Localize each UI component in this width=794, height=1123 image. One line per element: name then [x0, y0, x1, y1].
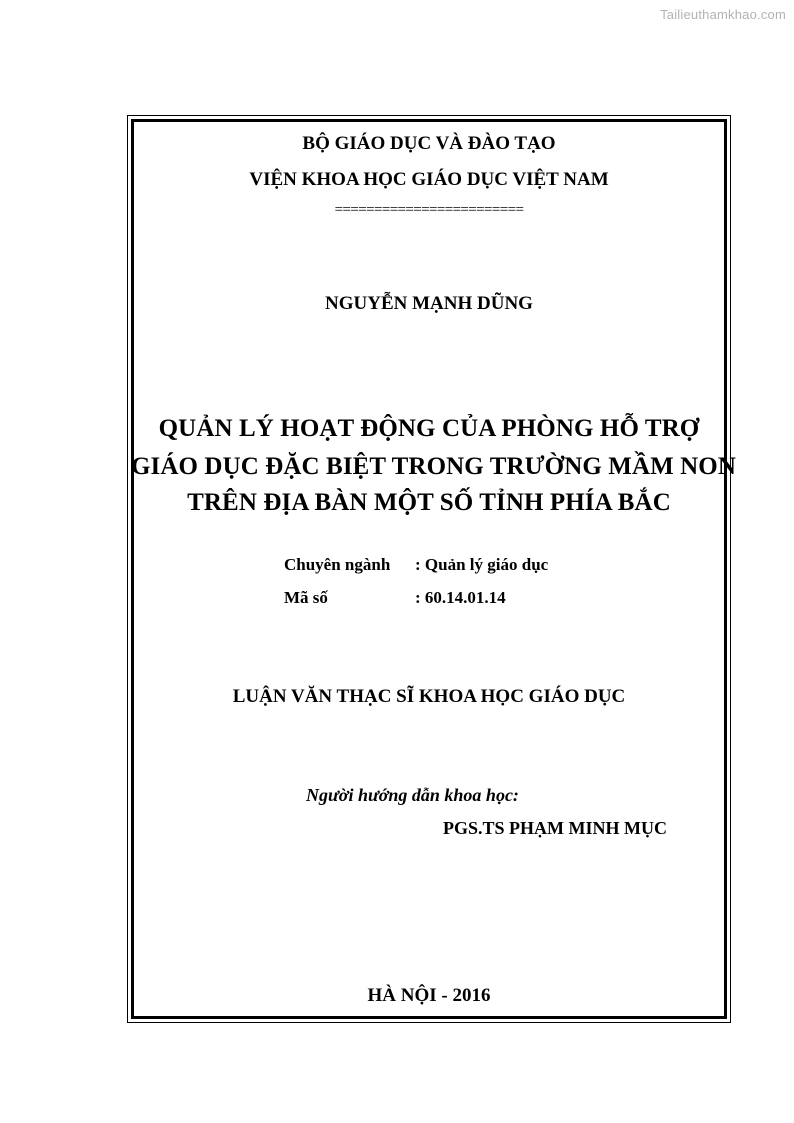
institute-name: VIỆN KHOA HỌC GIÁO DỤC VIỆT NAM [249, 169, 609, 190]
thesis-title-line-3: TRÊN ĐỊA BÀN MỘT SỐ TỈNH PHÍA BẮC [187, 489, 671, 516]
degree-type: LUẬN VĂN THẠC SĨ KHOA HỌC GIÁO DỤC [232, 686, 626, 707]
author-name: NGUYỄN MẠNH DŨNG [325, 293, 533, 314]
code-label: Mã số [284, 588, 328, 607]
ministry-name: BỘ GIÁO DỤC VÀ ĐÀO TẠO [302, 133, 556, 154]
major-row [284, 555, 548, 575]
major-value: : Quản lý giáo dục [415, 555, 549, 574]
major-label: Chuyên ngành [284, 555, 391, 574]
header-divider: ======================== [334, 202, 524, 218]
code-row [284, 588, 506, 608]
thesis-title-line-2: GIÁO DỤC ĐẶC BIỆT TRONG TRƯỜNG MẦM NON [131, 453, 736, 480]
code-value: : 60.14.01.14 [415, 588, 506, 607]
advisor-name: PGS.TS PHẠM MINH MỤC [443, 818, 667, 838]
thesis-title-line-1: QUẢN LÝ HOẠT ĐỘNG CỦA PHÒNG HỖ TRỢ [158, 415, 700, 442]
place-year: HÀ NỘI - 2016 [367, 985, 491, 1006]
watermark: Tailieuthamkhao.com [660, 7, 786, 22]
advisor-label: Người hướng dẫn khoa học: [306, 785, 519, 805]
